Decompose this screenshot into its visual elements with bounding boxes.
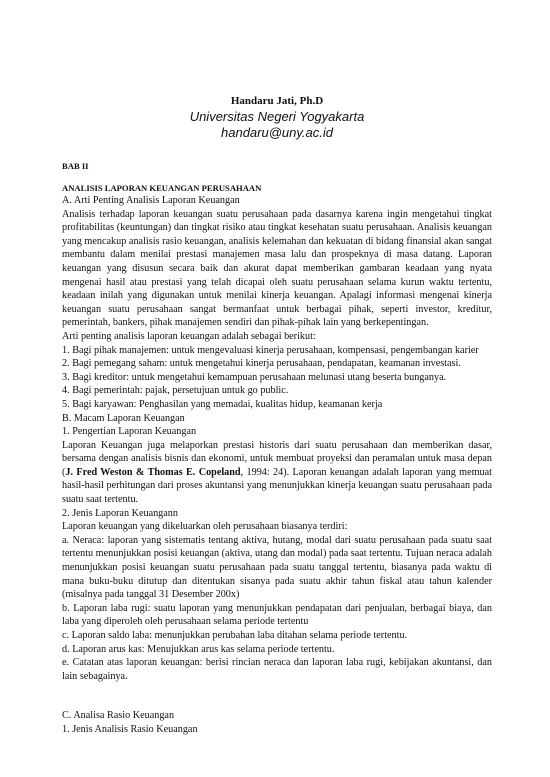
chapter-label: BAB II	[62, 161, 89, 171]
section-b-paragraph: Laporan Keuangan juga melaporkan prestasi historis dari suatu perusahaan dan memberikan dasar, bersama dengan analisis bisnis dan ekonomi, untuk membuat proyeksi dan peramalan untuk masa depan (J. Fred Weston & Thomas E. Copeland, 1994: 24). Laporan keuangan adalah laporan yang memuat hasil-hasil perhitungan dari proses akuntansi yang menunjukkan kinerja keuangan suatu perusahaan pada suatu saat tertentu.	[62, 439, 492, 506]
list-item: a. Neraca: laporan yang sistematis tentang aktiva, hutang, modal dari suatu perusahaan pada suatu saat tertentu menunjukkan posisi keuangan (aktiva, utang dan modal) pada saat tertentu. Tujuan neraca adalah menunjukkan posisi keuangan suatu perusahaan pada suatu tanggal tertentu, biasanya pada waktu di mana buku-buku ditutup dan ditentukan sisanya pada suatu akhir tahun fiskal atau tahun kalender (misalnya pada tanggal 31 Desember 200x)	[62, 534, 492, 601]
spacer	[62, 683, 492, 709]
list-item: 2. Bagi pemegang saham: untuk mengetahui kinerja perusahaan, pendapatan, keamanan investasi.	[62, 358, 461, 370]
list-item: e. Catatan atas laporan keuangan: berisi rincian neraca dan laporan laba rugi, kebijakan akuntansi, dan lain sebagainya.	[62, 657, 492, 682]
section-b-sub2: 2. Jenis Laporan Keuangann	[62, 507, 178, 519]
list-item: 3. Bagi kreditor: untuk mengetahui kemampuan perusahaan melunasi utang beserta bunganya.	[62, 371, 447, 383]
chapter-title: ANALISIS LAPORAN KEUANGAN PERUSAHAAN	[62, 183, 262, 193]
section-c-sub1: 1. Jenis Analisis Rasio Keuangan	[62, 723, 198, 735]
university-name: Universitas Negeri Yogyakarta	[189, 109, 365, 124]
list-item: 4. Bagi pemerintah: pajak, persetujuan untuk go public.	[62, 385, 289, 397]
citation: J. Fred Weston & Thomas E. Copeland	[65, 466, 241, 478]
list-item: 5. Bagi karyawan: Penghasilan yang memadai, kualitas hidup, keamanan kerja	[62, 398, 383, 410]
list-item: d. Laporan arus kas: Menujukkan arus kas selama periode tertentu.	[62, 643, 335, 655]
section-b-intro: Laporan keuangan yang dikeluarkan oleh perusahaan biasanya terdiri:	[62, 521, 348, 533]
section-b-sub1: 1. Pengertian Laporan Keuangan	[62, 426, 197, 438]
list-item: b. Laporan laba rugi: suatu laporan yang menunjukkan pendapatan dari penjualan, berbagai biaya, dan laba yang diperoleh oleh perusahaan selama periode tertentu	[62, 602, 492, 628]
section-c-heading: C. Analisa Rasio Keuangan	[62, 710, 175, 722]
section-a-heading: A. Arti Penting Analisis Laporan Keuangan	[62, 195, 240, 206]
list-item: c. Laporan saldo laba: menunjukkan perubahan laba ditahan selama periode tertentu.	[62, 630, 408, 641]
document-page	[62, 94, 492, 737]
author-email: handaru@uny.ac.id	[221, 125, 333, 140]
section-b-heading: B. Macam Laporan Keuangan	[62, 412, 185, 424]
author-name: Handaru Jati, Ph.D	[230, 95, 324, 107]
section-a-paragraph: Analisis terhadap laporan keuangan suatu perusahaan pada dasarnya karena ingin mengetahui tingkat profitabilitas (keuntungan) dan tingkat risiko atau tingkat kesehatan suatu perusahaan. Analisis keuangan yang mencakup analisis rasio keuangan, analisis kelemahan dan kekuatan di bidang finansial akan sangat membantu dalam menilai prestasi manajemen masa lalu dan prospeknya di masa datang. Laporan keuangan yang disusun secara baik dan akurat dapat memberikan gambaran keadaan yang nyata mengenai hasil atau prestasi yang telah dicapai oleh suatu perusahaan selama kurun waktu tertentu, keadaan inilah yang digunakan untuk menilai kinerja keuangan. Apalagi informasi mengenai kinerja keuangan suatu perusahaan sangat bermanfaat untuk berbagai pihak, seperti investor, kreditur, pemerintah, bankers, pihak manajemen sendiri dan pihak-pihak lain yang berkepentingan.	[62, 208, 492, 329]
section-a-intro: Arti penting analisis laporan keuangan adalah sebagai berikut:	[62, 330, 316, 342]
list-item: 1. Bagi pihak manajemen: untuk mengevaluasi kinerja perusahaan, kompensasi, pengembangan karier	[62, 344, 479, 356]
